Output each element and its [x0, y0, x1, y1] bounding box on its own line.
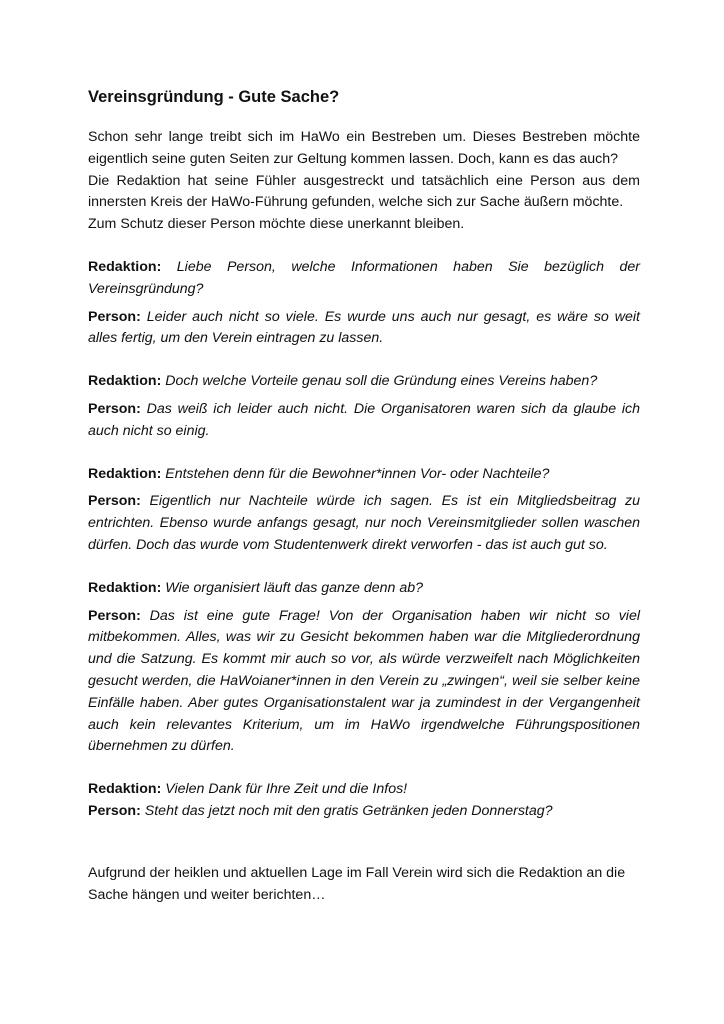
answer	[88, 606, 640, 759]
intro-paragraph: Schon sehr lange treibt sich im HaWo ein Bestreben um. Dieses Bestreben möchte eigentlich seine guten Seiten zur Geltung kommen lassen. Doch, kann es das auch?	[88, 129, 640, 167]
question	[88, 578, 640, 600]
intro-paragraph: Die Redaktion hat seine Fühler ausgestreckt und tatsächlich eine Person aus dem innersten Kreis der HaWo-Führung gefunden, welche sich zur Sache äußern möchte.	[88, 172, 640, 211]
answer-text: Eigentlich nur Nachteile würde ich sagen. Es ist ein Mitgliedsbeitrag zu entrichten. Ebenso wurde anfangs gesagt, nur noch Vereinsmitglieder sollen waschen dürfen. Doch das wurde vom Studentenwerk direkt verworfen - das ist auch gut so.	[88, 493, 640, 553]
answer-speaker: Person:	[88, 802, 141, 819]
question-text: Doch welche Vorteile genau soll die Gründung eines Vereins haben?	[165, 373, 598, 390]
question-text: Entstehen denn für die Bewohner*innen Vor- oder Nachteile?	[165, 465, 550, 482]
document-title: Vereinsgründung - Gute Sache?	[88, 88, 340, 106]
interview-pair	[88, 578, 640, 758]
answer-speaker: Person:	[88, 308, 141, 325]
interview-section	[88, 257, 640, 823]
question-text: Liebe Person, welche Informationen haben Sie bezüglich der Vereinsgründung?	[88, 258, 640, 297]
question-speaker: Redaktion:	[88, 781, 162, 798]
answer-speaker: Person:	[88, 493, 141, 510]
closing-paragraph: Aufgrund der heiklen und aktuellen Lage im Fall Verein wird sich die Redaktion an die Sache hängen und weiter berichten…	[88, 864, 626, 903]
answer-text: Das ist eine gute Frage! Von der Organisation haben wir nicht so viel mitbekommen. Alles, was wir zu Gesicht bekommen haben war die Mitgliederordnung und die Satzung. Es kommt mir auch so vor, als würde verzweifelt nach Möglichkeiten gesucht werden, die HaWoianer*innen in den Verein zu „zwingen“, weil sie selber keine Einfälle haben. Aber gutes Organisationstalent war ja zumindest in der Vergangenheit auch kein relevantes Kriterium, um im HaWo irgendwelche Führungspositionen übernehmen zu dürfen.	[88, 607, 640, 755]
interview-pair	[88, 779, 640, 823]
answer-speaker: Person:	[88, 400, 141, 417]
interview-pair	[88, 371, 640, 442]
answer	[88, 801, 640, 823]
answer	[88, 491, 640, 556]
question-text: Wie organisiert läuft das ganze denn ab?	[165, 579, 424, 596]
question-speaker: Redaktion:	[88, 373, 162, 390]
question	[88, 779, 640, 801]
answer	[88, 399, 640, 443]
question-speaker: Redaktion:	[88, 258, 162, 275]
interview-pair	[88, 464, 640, 557]
answer-speaker: Person:	[88, 607, 141, 624]
answer-text: Steht das jetzt noch mit den gratis Getränken jeden Donnerstag?	[144, 802, 553, 819]
interview-pair	[88, 257, 640, 350]
question	[88, 257, 640, 301]
question-speaker: Redaktion:	[88, 465, 162, 482]
document-page	[88, 86, 640, 921]
intro-section	[88, 127, 640, 236]
answer-text: Leider auch nicht so viele. Es wurde uns auch nur gesagt, es wäre so weit alles fertig, um den Verein eintragen zu lassen.	[88, 308, 640, 347]
question	[88, 371, 640, 393]
intro-paragraph: Zum Schutz dieser Person möchte diese unerkannt bleiben.	[88, 216, 465, 233]
question-text: Vielen Dank für Ihre Zeit und die Infos!	[165, 781, 408, 798]
answer	[88, 307, 640, 351]
question-speaker: Redaktion:	[88, 579, 162, 596]
question	[88, 464, 640, 486]
answer-text: Das weiß ich leider auch nicht. Die Organisatoren waren sich da glaube ich auch nicht so einig.	[88, 400, 640, 439]
